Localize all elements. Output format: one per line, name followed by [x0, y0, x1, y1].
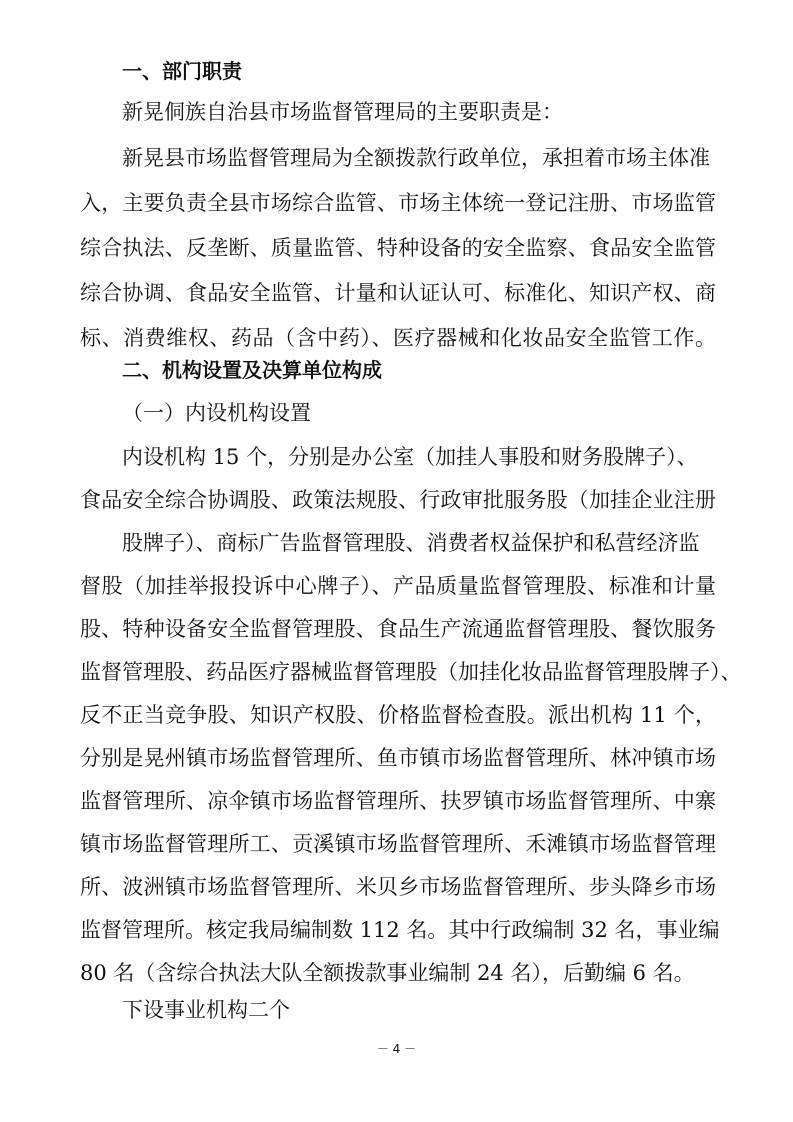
section2-line: 内设机构 15 个，分别是办公室（加挂人事股和财务股牌子）、	[122, 445, 698, 469]
section1-line: 综合执法、反垄断、质量监管、特种设备的安全监察、食品安全监管	[80, 236, 716, 260]
section2-line: 监督管理所、凉伞镇市场监督管理所、扶罗镇市场监督管理所、中寨	[80, 789, 716, 813]
section2-line: 股牌子）、商标广告监督管理股、消费者权益保护和私营经济监	[122, 531, 700, 555]
section2-tail: 下设事业机构二个	[122, 998, 290, 1022]
section1-line: 综合协调、食品安全监管、计量和认证认可、标准化、知识产权、商	[80, 281, 716, 305]
section2-line: 反不正当竞争股、知识产权股、价格监督检查股。派出机构 11 个，	[80, 703, 716, 727]
section2-line: 80 名（含综合执法大队全额拨款事业编制 24 名），后勤编 6 名。	[80, 961, 695, 985]
section2-subheading: （一）内设机构设置	[122, 401, 311, 425]
section2-line: 所、波洲镇市场监督管理所、米贝乡市场监督管理所、步头降乡市场	[80, 875, 716, 899]
section2-heading: 二、机构设置及决算单位构成	[122, 358, 382, 382]
section2-line: 食品安全综合协调股、政策法规股、行政审批服务股（加挂企业注册	[80, 488, 716, 512]
page-number: － 4 －	[376, 1042, 417, 1056]
section2-line: 监督管理股、药品医疗器械监督管理股（加挂化妆品监督管理股牌子）、	[80, 660, 742, 684]
section2-line: 镇市场监督管理所工、贡溪镇市场监督管理所、禾滩镇市场监督管理	[80, 832, 716, 856]
section2-line: 分别是晃州镇市场监督管理所、鱼市镇市场监督管理所、林冲镇市场	[80, 746, 716, 770]
section2-line: 监督管理所。核定我局编制数 112 名。其中行政编制 32 名，事业编	[80, 918, 720, 942]
section2-line: 督股（加挂举报投诉中心牌子）、产品质量监督管理股、标准和计量	[80, 574, 716, 598]
section1-intro: 新晃侗族自治县市场监督管理局的主要职责是：	[122, 100, 563, 124]
section2-line: 股、特种设备安全监督管理股、食品生产流通监督管理股、餐饮服务	[80, 617, 716, 641]
section1-line: 标、消费维权、药品（含中药）、医疗器械和化妆品安全监管工作。	[80, 326, 716, 350]
section1-heading: 一、部门职责	[122, 59, 242, 83]
section1-line: 入，主要负责全县市场综合监管、市场主体统一登记注册、市场监管	[80, 191, 716, 215]
section1-line: 新晃县市场监督管理局为全额拨款行政单位，承担着市场主体准	[122, 146, 710, 170]
